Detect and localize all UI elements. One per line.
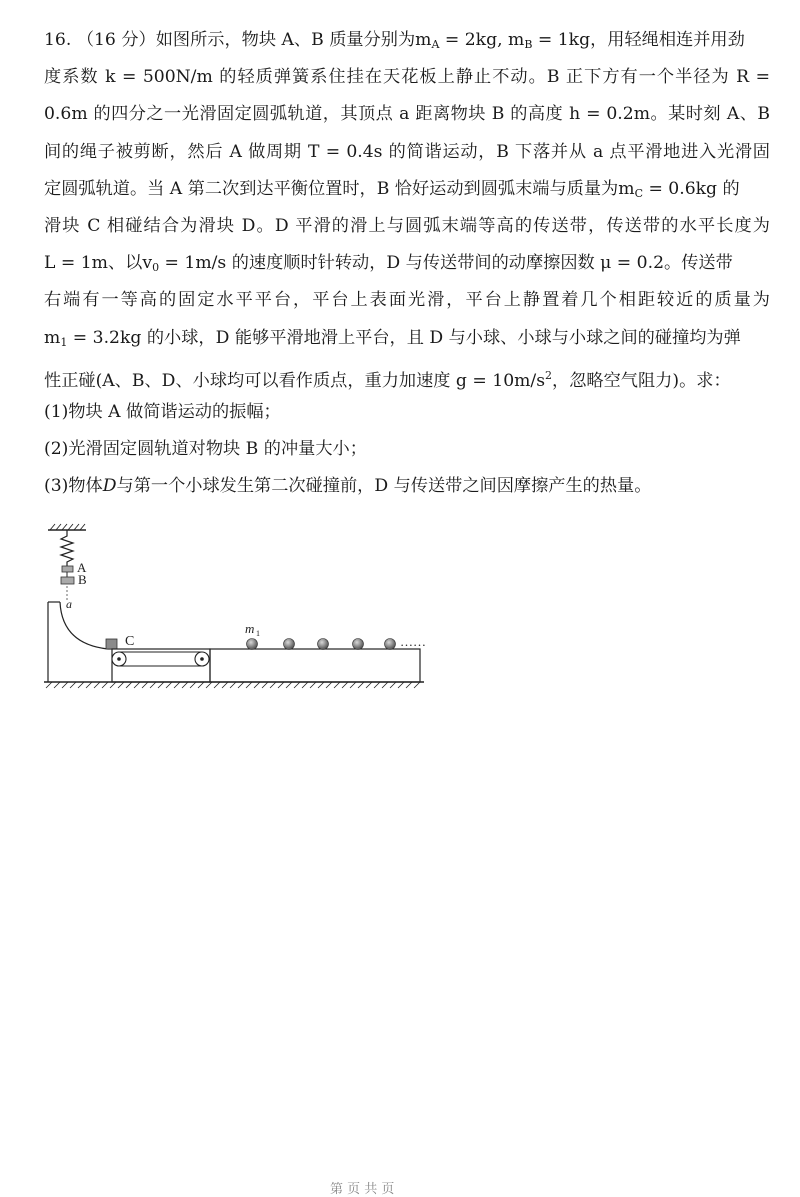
mass-c-symbol: m	[618, 178, 635, 199]
problem-line-9	[44, 320, 770, 357]
sub-question-3-d: D	[102, 476, 117, 497]
label-m1: m	[245, 621, 255, 636]
ball-mass-symbol: m	[44, 327, 61, 348]
block-a	[62, 566, 73, 572]
question-points: （16 分）	[76, 30, 156, 50]
ball-mass-subscript: 1	[60, 335, 68, 349]
label-m1-sub: 1	[256, 629, 260, 638]
mass-a-symbol: m	[415, 30, 432, 50]
velocity-subscript: 0	[152, 261, 160, 275]
platform	[210, 649, 420, 682]
question-number: 16.	[44, 30, 72, 50]
label-c: C	[125, 634, 135, 649]
sub-question-3	[44, 468, 770, 505]
spring	[61, 530, 73, 566]
page-footer: 第 页 共 页	[330, 1182, 395, 1197]
problem-line-7	[44, 245, 770, 282]
problem-line-3: 0.6m 的四分之一光滑固定圆弧轨道，其顶点 a 距离物块 B 的高度 h = 0.2m。某时刻 A、B	[44, 104, 770, 125]
block-b	[61, 577, 74, 584]
mass-b-value: = 1kg，用轻绳相连并用劲	[532, 30, 745, 50]
mass-b-symbol: m	[508, 30, 525, 50]
ground	[44, 682, 424, 688]
problem-line-6: 滑块 C 相碰结合为滑块 D。D 平滑的滑上与圆弧末端等高的传送带，传送带的水平长度为	[44, 215, 770, 236]
label-point-a: a	[66, 597, 72, 611]
mass-b-subscript: B	[524, 38, 533, 51]
sub-question-2: (2)光滑固定圆轨道对物块 B 的冲量大小；	[44, 439, 367, 460]
mass-c-subscript: C	[634, 186, 643, 200]
line-5-text: 定圆弧轨道。当 A 第二次到达平衡位置时，B 恰好运动到圆弧末端与质量为	[44, 178, 619, 199]
conveyor-belt	[112, 649, 210, 682]
block-c	[106, 639, 117, 649]
ball	[284, 639, 295, 650]
diagram-svg	[40, 522, 430, 697]
physics-diagram	[40, 522, 430, 697]
label-a: A	[77, 560, 87, 575]
problem-line-1	[44, 22, 770, 59]
sub-question-3-text-b: 与第一个小球发生第二次碰撞前，D 与传送带之间因摩擦产生的热量。	[116, 476, 652, 497]
problem-16	[44, 22, 770, 505]
ceiling	[48, 524, 86, 530]
problem-line-10	[44, 357, 770, 394]
ball	[353, 639, 364, 650]
ball	[247, 639, 258, 650]
line-9-text: = 3.2kg 的小球，D 能够平滑地滑上平台，且 D 与小球、小球与小球之间的碰撞均为弹	[67, 327, 741, 348]
line-7-text-b: = 1m/s 的速度顺时针转动，D 与传送带间的动摩擦因数 μ = 0.2。传送带	[159, 253, 733, 274]
line-10-superscript: 2	[545, 368, 553, 382]
problem-line-2: 度系数 k = 500N/m 的轻质弹簧系住挂在天花板上静止不动。B 正下方有一个半径为 R =	[44, 67, 770, 88]
line-10-text-b: ，忽略空气阻力)。求：	[552, 370, 731, 391]
mass-c-value: = 0.6kg 的	[642, 178, 740, 199]
velocity-symbol: v	[142, 253, 153, 274]
sub-question-3-text-a: (3)物体	[44, 476, 103, 497]
sub-question-1: (1)物块 A 做简谐运动的振幅；	[44, 401, 281, 422]
mass-a-subscript: A	[431, 38, 440, 51]
arc-track	[48, 602, 112, 682]
ball	[318, 639, 329, 650]
ball	[385, 639, 396, 650]
problem-line-4: 间的绳子被剪断，然后 A 做周期 T = 0.4s 的简谐运动，B 下落并从 a 点平滑地进入光滑固	[44, 141, 770, 162]
mass-a-value: = 2kg,	[439, 30, 509, 50]
line-10-text-a: 性正碰(A、B、D、小球均可以看作质点，重力加速度 g = 10m/s	[44, 370, 546, 391]
ellipsis: ……	[400, 634, 426, 649]
balls	[247, 639, 396, 650]
label-b: B	[78, 572, 87, 587]
problem-line-8: 右端有一等高的固定水平平台，平台上表面光滑，平台上静置着几个相距较近的质量为	[44, 290, 770, 311]
line-7-text-a: L = 1m、以	[44, 253, 143, 274]
line-1-text: 如图所示，物块 A、B 质量分别为	[155, 30, 416, 50]
problem-line-5	[44, 171, 770, 208]
